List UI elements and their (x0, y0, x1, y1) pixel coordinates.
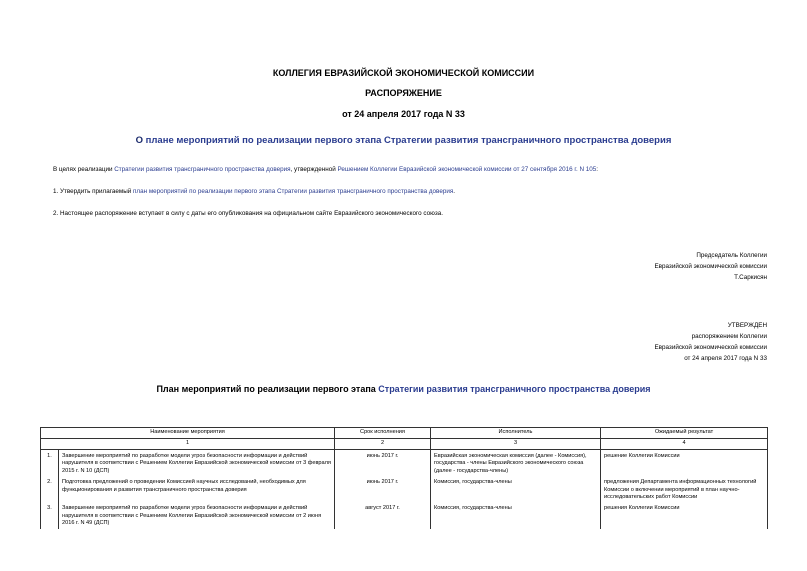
item-1-post: . (453, 188, 455, 195)
doc-date: от 24 апреля 2017 года N 33 (342, 109, 465, 119)
column-number: 1 (41, 439, 335, 450)
signature-name: Т.Саркисян (734, 274, 767, 281)
row-name: Завершение мероприятий по разработке модели угроз безопасности информации и действий нарушителя в соответствии с Решением Коллегии Евразийской экономической комиссии от 3 февраля 2015 г. N 10 (ДСП) (59, 450, 335, 477)
signature-line: Председатель Коллегии (696, 252, 767, 259)
row-name: Завершение мероприятий по разработке модели угроз безопасности информации и действий нарушителя в соответствии с Решением Коллегии Евразийской экономической комиссии от 2 июня 2016 г. N 49 (ДСП) (59, 502, 335, 528)
approval-line: распоряжением Коллегии (691, 333, 767, 340)
column-number: 3 (431, 439, 601, 450)
row-result: решения Коллегии Комиссии (601, 502, 768, 528)
row-executor: Комиссия, государства-члены (431, 476, 601, 502)
row-term: июнь 2017 г. (335, 450, 431, 477)
plan-link[interactable]: план мероприятий по реализации первого этапа Стратегии развития трансграничного пространства доверия (133, 188, 454, 195)
column-header: Наименование мероприятия (41, 428, 335, 439)
table-row (41, 502, 768, 528)
row-result: решение Коллегии Комиссии (601, 450, 768, 477)
approval-line: от 24 апреля 2017 года N 33 (684, 355, 767, 362)
column-header: Ожидаемый результат (601, 428, 768, 439)
row-result: предложения Департамента информационных технологий Комиссии о включении мероприятий в план научно-исследовательских работ Комиссии (601, 476, 768, 502)
item-1-pre: 1. Утвердить прилагаемый (53, 188, 134, 195)
column-number: 4 (601, 439, 768, 450)
table-header-row (41, 428, 768, 439)
plan-strategy-link[interactable]: Стратегии развития трансграничного пространства доверия (378, 384, 651, 394)
item-1 (53, 188, 455, 195)
plan-table (40, 427, 768, 529)
intro-post: : (596, 166, 598, 173)
item-2: 2. Настоящее распоряжение вступает в силу с даты его опубликования на официальном сайте Евразийского экономического союза. (53, 210, 443, 217)
doc-title (0, 135, 807, 146)
decision-link[interactable]: Решением Коллегии Евразийской экономической комиссии от 27 сентября 2016 г. N 105 (337, 166, 597, 173)
row-name: Подготовка предложений о проведении Комиссией научных исследований, необходимых для функционирования и развития трансграничного пространства доверия (59, 476, 335, 502)
column-header: Исполнитель (431, 428, 601, 439)
approval-line: Евразийской экономической комиссии (654, 344, 767, 351)
intro-pre: В целях реализации (53, 166, 115, 173)
column-header: Срок исполнения (335, 428, 431, 439)
column-number: 2 (335, 439, 431, 450)
doc-type: РАСПОРЯЖЕНИЕ (365, 88, 442, 98)
row-number: 3. (41, 502, 59, 528)
row-term: август 2017 г. (335, 502, 431, 528)
approval-block (654, 320, 767, 364)
plan-title (0, 384, 807, 394)
row-executor: Евразийская экономическая комиссия (далее - Комиссия), государства - члены Евразийского экономического союза (далее - государства-члены) (431, 450, 601, 477)
row-number: 2. (41, 476, 59, 502)
intro-paragraph (53, 166, 598, 173)
doc-title-link[interactable]: плане мероприятий по реализации первого этапа Стратегии развития трансграничного пространства доверия (145, 135, 672, 146)
signature-block (654, 250, 767, 283)
row-executor: Комиссия, государства-члены (431, 502, 601, 528)
intro-mid: , утвержденной (290, 166, 338, 173)
approval-line: УТВЕРЖДЕН (727, 322, 767, 329)
org-name: КОЛЛЕГИЯ ЕВРАЗИЙСКОЙ ЭКОНОМИЧЕСКОЙ КОМИССИИ (272, 68, 535, 78)
table-number-row (41, 439, 768, 450)
table-row (41, 450, 768, 477)
doc-title-prefix: О (135, 135, 146, 146)
table-row (41, 476, 768, 502)
signature-line: Евразийской экономической комиссии (654, 263, 767, 270)
row-term: июнь 2017 г. (335, 476, 431, 502)
plan-title-prefix: План мероприятий по реализации первого этапа (156, 384, 379, 394)
row-number: 1. (41, 450, 59, 477)
strategy-link[interactable]: Стратегии развития трансграничного пространства доверия (114, 166, 291, 173)
